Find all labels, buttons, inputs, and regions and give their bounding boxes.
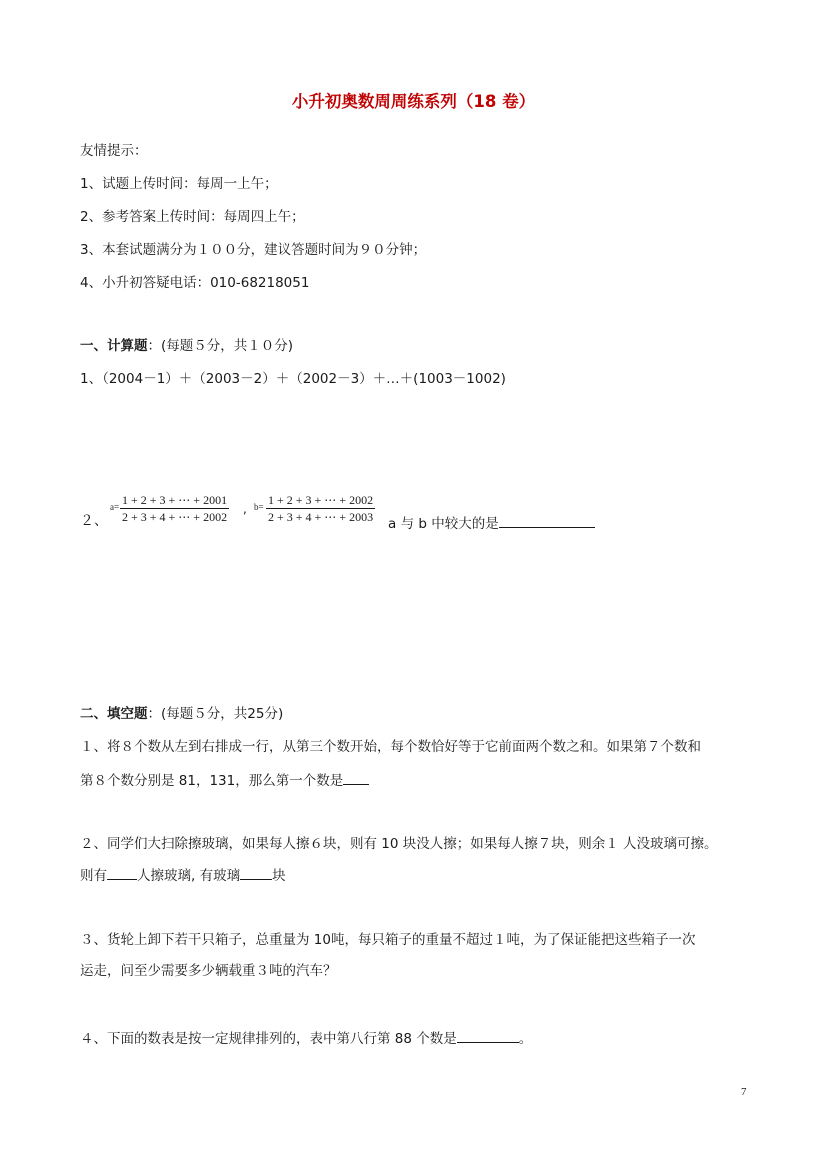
fraction-b [266, 492, 375, 525]
tip-item-1: 1、试题上传时间：每周一上午； [80, 176, 278, 192]
tip-item-4: 4、小升初答疑电话：010-68218051 [80, 275, 310, 291]
tips-heading: 友情提示： [80, 143, 148, 159]
calc-question-2-prompt [388, 512, 595, 532]
fraction-a-label: a= [110, 502, 120, 512]
tip-item-2: 2、参考答案上传时间：每周四上午； [80, 209, 305, 225]
fill-question-1-line1: １、将８个数从左到右排成一行，从第三个数开始，每个数恰好等于它前面两个数之和。如果第７个数和 [80, 739, 701, 755]
page-number: 7 [741, 1086, 747, 1098]
fill-question-1-line2 [80, 770, 369, 791]
answer-blank [499, 513, 595, 528]
fill-question-3-line2: 运走，问至少需要多少辆载重３吨的汽车？ [80, 963, 337, 979]
page-title: 小升初奥数周周练系列（18 卷） [291, 92, 536, 111]
answer-blank [240, 865, 272, 880]
answer-blank [343, 770, 369, 785]
fraction-b-numerator: 1 + 2 + 3 + ⋯ + 2002 [268, 493, 374, 507]
calc-question-1: 1、（2004－1）＋（2003－2）＋（2002－3）＋…＋(1003－1002) [80, 371, 506, 387]
section1-title: 一、计算题 [80, 338, 148, 354]
fill-question-2-line2 [80, 865, 286, 886]
section2-heading [80, 704, 283, 724]
fraction-b-denominator: 2 + 3 + 4 + ⋯ + 2003 [268, 510, 374, 524]
tip-item-3: 3、本套试题满分为１００分，建议答题时间为９０分钟； [80, 242, 427, 258]
fraction-a-numerator: 1 + 2 + 3 + ⋯ + 2001 [122, 493, 228, 507]
fraction-b-label: b= [254, 502, 264, 512]
answer-blank [107, 865, 137, 880]
fill-question-4-text: ４、下面的数表是按一定规律排列的，表中第八行第 88 个数是 [80, 1031, 457, 1047]
calc-question-2-index: ２、 [80, 513, 108, 529]
fill-question-4 [80, 1028, 532, 1049]
section1-heading [80, 336, 293, 356]
fraction-a [120, 492, 229, 525]
section2-title: 二、填空题 [80, 706, 148, 722]
answer-blank [457, 1028, 519, 1043]
section1-scoring: ：(每题５分，共１０分) [147, 338, 294, 354]
fill-question-4-end: 。 [518, 1031, 533, 1047]
fill-question-1-text: 第８个数分别是 81，131，那么第一个数是 [80, 773, 344, 789]
fraction-separator: , [243, 502, 247, 516]
fill-question-2-text-a: 则有 [80, 868, 107, 884]
fill-question-3-line1: ３、货轮上卸下若干只箱子，总重量为 10吨，每只箱子的重量不超过１吨，为了保证能把这些箱子一次 [80, 932, 696, 948]
fill-question-2-text-b: 人擦玻璃, 有玻璃 [137, 868, 241, 884]
fill-question-2-text-c: 块 [272, 868, 286, 884]
fill-question-2-line1: ２、同学们大扫除擦玻璃，如果每人擦６块，则有 10 块没人擦；如果每人擦７块，则余１ 人没玻璃可擦。 [80, 836, 718, 852]
section2-scoring: ：(每题５分，共25分) [147, 706, 284, 722]
fraction-a-denominator: 2 + 3 + 4 + ⋯ + 2002 [122, 510, 228, 524]
calc-question-2 [80, 492, 640, 532]
calc-question-2-text: a 与 b 中较大的是 [388, 516, 499, 532]
